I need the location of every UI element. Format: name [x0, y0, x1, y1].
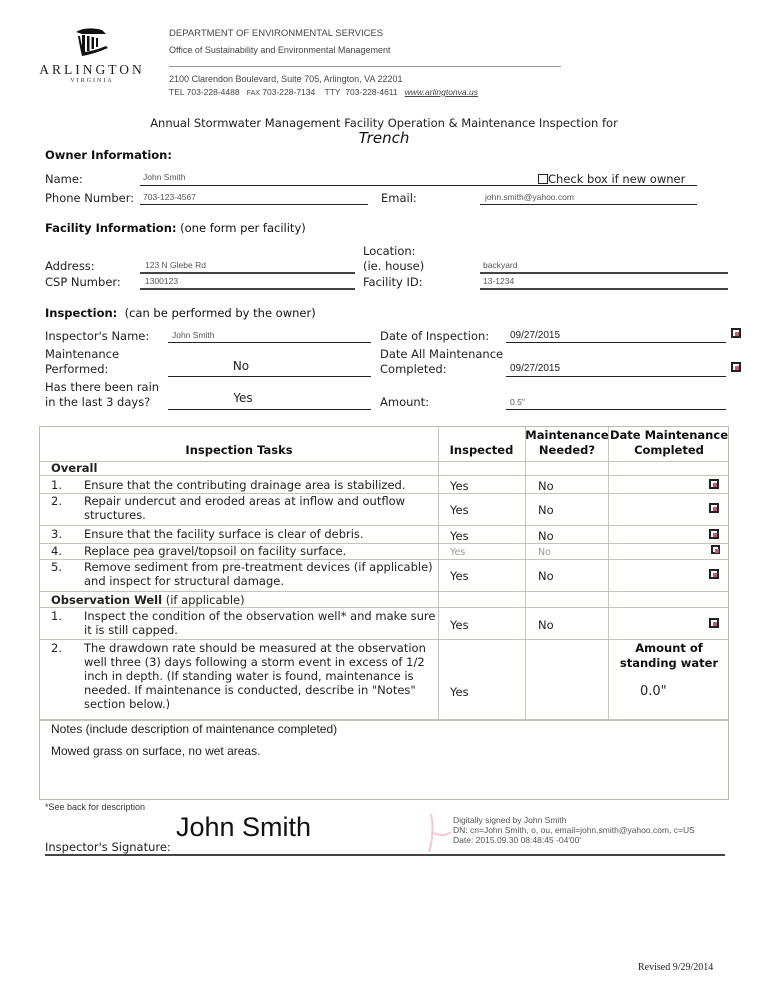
digital-sig-line: DN: cn=John Smith, o, ou, email=john.smith@yahoo.com, c=US [453, 825, 695, 835]
row-number: 3. [51, 527, 62, 541]
task-text: Repair undercut and eroded areas at inflow and outflow structures. [84, 494, 406, 522]
columns-logo-icon [72, 26, 112, 60]
facility-id-underline [480, 288, 728, 290]
inspected-value[interactable]: Yes [450, 547, 466, 558]
date-maint-label-1: Date All Maintenance [380, 347, 504, 361]
owner-name-field[interactable]: John Smith [143, 172, 186, 182]
location-field[interactable]: backyard [483, 260, 518, 270]
inspection-heading: Inspection: (can be performed by the owner) [45, 306, 316, 320]
standing-water-value[interactable]: 0.0" [640, 684, 667, 699]
task-text: Ensure that the facility surface is clear of debris. [84, 527, 364, 541]
facility-id-label: Facility ID: [363, 275, 423, 289]
inspection-tasks-table [39, 426, 729, 800]
notes-label: Notes (include description of maintenance completed) [51, 722, 338, 736]
row-number: 1. [51, 478, 62, 492]
date-picker-button[interactable] [709, 503, 719, 513]
digital-signature-icon [425, 812, 455, 856]
location-label-line1: Location: [363, 244, 416, 258]
col-divider [438, 427, 439, 719]
facility-type: Trench [358, 129, 410, 147]
tty-label: TTY [324, 87, 341, 97]
tel-label: TEL [169, 87, 185, 97]
maint-needed-value[interactable]: No [538, 618, 554, 632]
signature-underline [45, 854, 725, 856]
inspector-name-underline [168, 342, 371, 343]
csp-field[interactable]: 1300123 [145, 276, 179, 286]
amount-underline [506, 409, 726, 410]
date-inspection-picker-button[interactable] [731, 328, 741, 338]
digital-sig-line: Digitally signed by John Smith [453, 815, 567, 825]
maint-needed-value[interactable]: No [538, 529, 554, 543]
signature-label: Inspector's Signature: [45, 840, 171, 854]
digital-signature-info [453, 815, 695, 845]
department-name: DEPARTMENT OF ENVIRONMENTAL SERVICES [169, 28, 384, 39]
header-divider [169, 66, 561, 67]
standing-water-label: Amount of standing water [619, 641, 719, 670]
address-underline [140, 272, 355, 274]
phone-underline [140, 204, 368, 205]
address-label: Address: [45, 259, 95, 273]
office-name: Office of Sustainability and Environmental Management [169, 45, 391, 55]
facility-info-heading: Facility Information: (one form per facility) [45, 221, 306, 235]
phone-field[interactable]: 703-123-4567 [143, 192, 196, 202]
revised-date: Revised 9/29/2014 [638, 962, 714, 973]
date-inspection-underline [506, 342, 726, 343]
date-picker-button[interactable] [709, 479, 719, 489]
date-picker-button[interactable] [709, 569, 719, 579]
inspector-name-field[interactable]: John Smith [172, 330, 215, 340]
inspected-value[interactable]: Yes [450, 479, 469, 493]
website-link[interactable]: www.arlingtonva.us [404, 87, 478, 97]
inspector-name-label: Inspector's Name: [45, 329, 150, 343]
task-text: Remove sediment from pre-treatment devices (if applicable) and inspect for structural damage. [84, 560, 433, 588]
rain-label-1: Has there been rain [45, 380, 160, 394]
office-address: 2100 Clarendon Boulevard, Suite 705, Arlington, VA 22201 [169, 74, 403, 84]
csp-label: CSP Number: [45, 275, 121, 289]
task-text: The drawdown rate should be measured at the observation well three (3) days following a storm event in excess of 1/2 inch in depth. (If standing water is found, maintenance is needed. If maintenance is conducted, describe in "Notes" section below.) [84, 641, 426, 711]
date-maint-underline [506, 376, 726, 377]
new-owner-label: Check box if new owner [548, 172, 686, 186]
footnote: *See back for description [45, 802, 146, 812]
date-inspection-field[interactable]: 09/27/2015 [510, 330, 561, 341]
maint-performed-field[interactable]: No [232, 359, 250, 373]
maint-performed-label-2: Performed: [45, 362, 109, 376]
owner-name-label: Name: [45, 172, 83, 186]
new-owner-checkbox[interactable] [538, 172, 685, 186]
row-number: 2. [51, 494, 62, 508]
row-number: 1. [51, 609, 62, 623]
signature-name[interactable]: John Smith [176, 812, 312, 842]
amount-field[interactable]: 0.5" [510, 397, 525, 407]
row-number: 4. [51, 544, 62, 558]
email-field[interactable]: john.smith@yahoo.com [485, 192, 574, 202]
date-picker-button[interactable] [709, 618, 719, 628]
notes-field[interactable]: Mowed grass on surface, no wet areas. [51, 744, 261, 758]
header-date-completed: Date Maintenance Completed [610, 428, 728, 457]
rain-label-2: in the last 3 days? [45, 395, 151, 409]
maint-performed-label-1: Maintenance [45, 347, 120, 361]
phone-label: Phone Number: [45, 191, 135, 205]
email-label: Email: [381, 191, 417, 205]
date-picker-button[interactable] [709, 529, 719, 539]
date-maint-field[interactable]: 09/27/2015 [510, 363, 561, 374]
tel-number: 703-228-4488 [186, 87, 240, 97]
col-divider [525, 427, 526, 719]
fax-number: 703-228-7134 [262, 87, 316, 97]
rain-underline [168, 409, 371, 410]
amount-label: Amount: [380, 395, 430, 409]
date-picker-button[interactable] [711, 545, 720, 554]
header-inspection-tasks: Inspection Tasks [185, 443, 293, 457]
section-observation-well: Observation Well (if applicable) [51, 593, 245, 607]
digital-sig-line: Date: 2015.09.30 08:48:45 -04'00' [453, 835, 582, 845]
logo-name: ARLINGTON [39, 62, 145, 77]
maint-needed-value[interactable]: No [538, 569, 554, 583]
inspected-value[interactable]: Yes [450, 569, 469, 583]
inspected-value[interactable]: Yes [450, 618, 469, 632]
inspected-value[interactable]: Yes [450, 529, 469, 543]
facility-id-field[interactable]: 13-1234 [483, 276, 515, 286]
task-text: Ensure that the contributing drainage area is stabilized. [84, 478, 406, 492]
checkbox-icon [538, 174, 548, 184]
header-maint-needed: Maintenance Needed? [525, 428, 609, 457]
address-field[interactable]: 123 N Glebe Rd [145, 260, 206, 270]
owner-info-heading: Owner Information: [45, 148, 172, 162]
row-number: 5. [51, 560, 62, 574]
maint-needed-value[interactable]: No [538, 503, 554, 517]
date-inspection-label: Date of Inspection: [380, 329, 490, 343]
col-divider [608, 427, 609, 719]
date-maint-picker-button[interactable] [731, 362, 741, 372]
maint-needed-value[interactable]: No [538, 547, 551, 558]
tty-number: 703-228-4611 [345, 87, 398, 97]
location-label-line2: (ie. house) [363, 259, 425, 273]
maint-needed-value[interactable]: No [538, 479, 554, 493]
location-underline [480, 272, 728, 274]
inspected-value[interactable]: Yes [450, 503, 469, 517]
email-underline [480, 204, 697, 205]
row-number: 2. [51, 641, 62, 655]
arlington-logo [28, 26, 156, 88]
contact-line [169, 87, 478, 97]
form-title: Annual Stormwater Management Facility Operation & Maintenance Inspection for [150, 116, 618, 130]
header-inspected: Inspected [449, 443, 514, 457]
logo-subtitle: VIRGINIA [70, 78, 114, 84]
date-maint-label-2: Completed: [380, 362, 447, 376]
task-text: Replace pea gravel/topsoil on facility surface. [84, 544, 347, 558]
section-overall: Overall [51, 461, 98, 475]
task-text: Inspect the condition of the observation well* and make sure it is still capped. [84, 609, 436, 637]
maint-performed-underline [168, 376, 371, 377]
csp-underline [140, 288, 355, 290]
rain-field[interactable]: Yes [233, 391, 253, 405]
fax-label: FAX [246, 90, 260, 97]
inspected-value[interactable]: Yes [450, 685, 469, 699]
